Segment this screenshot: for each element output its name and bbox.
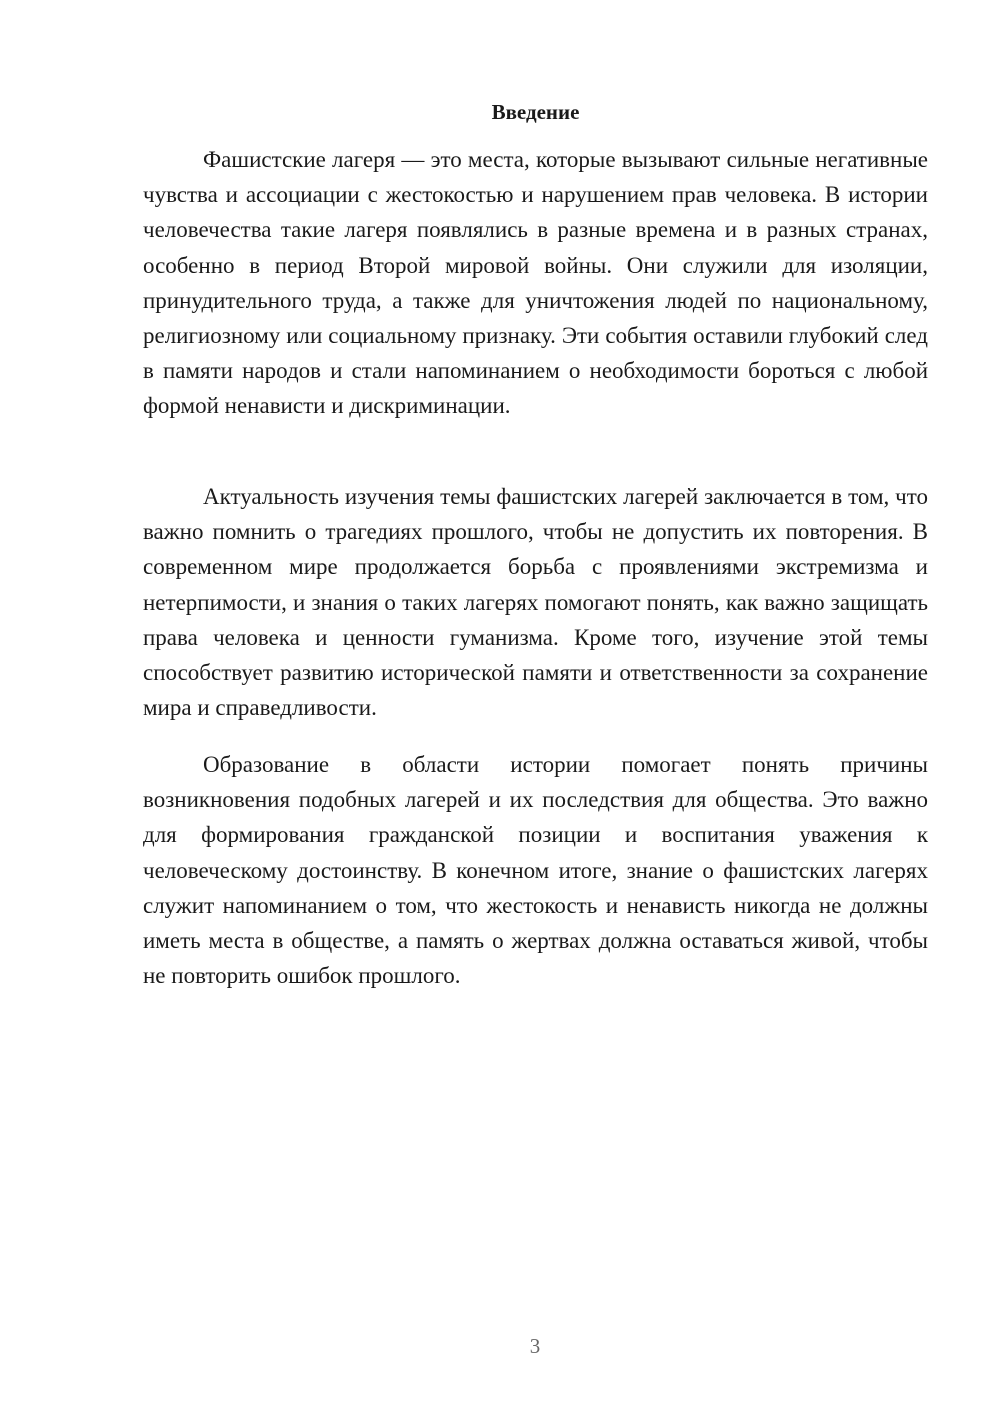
page-number: 3 <box>529 1334 541 1358</box>
paragraph-education: Образование в области истории помогает понять причины возникновения подобных лагерей и их последствия для общества. Это важно для формирования гражданской позиции и воспитания уважения к человеческому достоинству. В конечном итоге, знание о фашистских лагерях служит напоминанием о том, что жестокость и ненависть никогда не должны иметь места в обществе, а память о жертвах должна оставаться живой, чтобы не повторить ошибок прошлого. <box>143 752 928 989</box>
section-heading: Введение <box>491 100 580 124</box>
paragraph-relevance: Актуальность изучения темы фашистских лагерей заключается в том, что важно помнить о трагедиях прошлого, чтобы не допустить их повторения. В современном мире продолжается борьба с проявлениями экстремизма и нетерпимости, и знания о таких лагерях помогают понять, как важно защищать права человека и ценности гуманизма. Кроме того, изучение этой темы способствует развитию исторической памяти и ответственности за сохранение мира и справедливости. <box>143 484 928 721</box>
paragraph-intro: Фашистские лагеря — это места, которые вызывают сильные негативные чувства и ассоциации с жестокостью и нарушением прав человека. В истории человечества такие лагеря появлялись в разные времена и в разных странах, особенно в период Второй мировой войны. Они служили для изоляции, принудительного труда, а также для уничтожения людей по национальному, религиозному или социальному признаку. Эти события оставили глубокий след в памяти народов и стали напоминанием о необходимости бороться с любой формой ненависти и дискриминации. <box>143 147 928 419</box>
